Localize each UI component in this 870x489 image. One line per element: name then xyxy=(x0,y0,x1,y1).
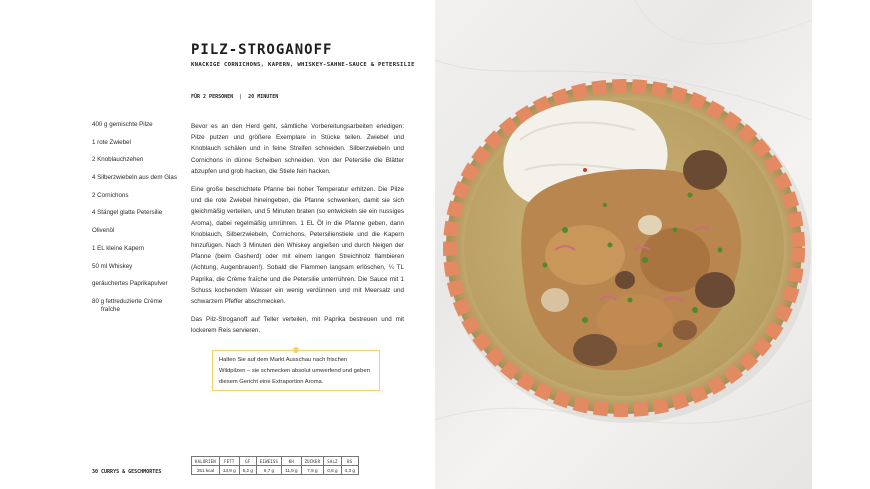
ingredient-item: 4 Stängel glatte Petersilie xyxy=(92,209,163,217)
method-step: Eine große beschichtete Pfanne bei hoher Temperatur erhitzen. Die Pilze und die rote Zwiebel hineingeben, die Pfanne schwenken, damit sie sich gleichmäßig verteilen, und 5 Minuten braten (so entwickeln sie ein nussiges Aroma), dabei regelmäßig umrühren. 1 EL Öl in die Pfanne geben, dann Knoblauch, Silberzwiebeln, Cornichons, Petersilienstiele und die Kapern hinzufügen. Nach 3 Minuten den Whiskey angießen und durch Neigen der Pfanne (beim Gasherd) oder mit einem langen Streichholz flambieren (Achtung, Augenbrauen!). Sobald die Flammen langsam erlöschen, ¼ TL Paprika, die Crème fraîche und die Petersilie unterrühren. Die Sauce mit 1 Schuss kochendem Wasser ein wenig verdünnen und mit Meersalz und schwarzem Pfeffer abschmecken. xyxy=(191,186,404,306)
nutrition-header: GF xyxy=(239,457,256,466)
nutrition-value: 0,8 g xyxy=(324,466,341,475)
method-step: Das Pilz-Stroganoff auf Teller verteilen, mit Paprika bestreuen und mit lockerem Reis servieren. xyxy=(191,316,404,335)
section-name: CURRYS & GESCHMORTES xyxy=(101,469,162,475)
food-photo xyxy=(435,0,812,489)
nutrition-header: KH xyxy=(282,457,301,466)
ingredient-item: 4 Silberzwiebeln aus dem Glas xyxy=(92,174,177,182)
tip-box xyxy=(212,350,380,391)
nutrition-header: EIWEISS xyxy=(256,457,281,466)
page-margin xyxy=(812,0,870,489)
nutrition-header: ZUCKER xyxy=(301,457,324,466)
nutrition-header: KALORIEN xyxy=(192,457,220,466)
nutrition-value: 6,7 g xyxy=(256,466,281,475)
ingredient-item: 400 g gemischte Pilze xyxy=(92,121,153,128)
ingredient-item: 50 ml Whiskey xyxy=(92,262,133,270)
nutrition-header: FETT xyxy=(219,457,239,466)
nutrition-value: 251 kcal xyxy=(192,466,220,475)
ingredient-line: fraîche xyxy=(101,305,120,313)
ingredient-item: 2 Cornichons xyxy=(92,191,129,199)
recipe-subtitle: KNACKIGE CORNICHONS, KAPERN, WHISKEY-SAHNE-SAUCE & PETERSILIE xyxy=(191,62,415,68)
ingredient-list xyxy=(92,121,177,324)
nutrition-header-row xyxy=(192,457,359,466)
nutrition-value: 4,3 g xyxy=(341,466,358,475)
nutrition-value: 11,9 g xyxy=(282,466,301,475)
meta-separator: | xyxy=(239,94,243,100)
ingredient-item: geräuchertes Paprikapulver xyxy=(92,280,168,288)
method-text xyxy=(191,121,404,344)
nutrition-table xyxy=(191,456,359,475)
servings: FÜR 2 PERSONEN xyxy=(191,94,234,100)
recipe-meta xyxy=(191,94,278,100)
recipe-title: PILZ-STROGANOFF xyxy=(191,42,333,58)
nutrition-value: 5,2 g xyxy=(239,466,256,475)
nutrition-header: BS xyxy=(341,457,358,466)
nutrition-value: 13,9 g xyxy=(219,466,239,475)
ingredient-item: 1 rote Zwiebel xyxy=(92,138,131,146)
ingredient-item: 1 EL kleine Kapern xyxy=(92,244,145,252)
ingredient-line: 80 g fettreduzierte Crème xyxy=(92,297,163,305)
food-photo-page xyxy=(435,0,812,489)
ingredient-item xyxy=(92,298,177,314)
nutrition-header: SALZ xyxy=(324,457,341,466)
method-step: Bevor es an den Herd geht, sämtliche Vorbereitungsarbeiten erledigen: Pilze putzen und größere Exemplare in Stücke teilen. Zwiebel und Knoblauch schälen und in feine Streifen schneiden. Silberzwiebeln und Cornichons in dünne Scheiben schneiden. Von der Petersilie die Blätter abzupfen und grob hacken, die Stiele fein hacken. xyxy=(191,123,404,175)
ingredient-item: 2 Knoblauchzehen xyxy=(92,156,144,164)
page-footer xyxy=(92,469,161,475)
tip-text: Halten Sie auf dem Markt Ausschau nach frischen Wildpilzen – sie schmecken absolut umwerfend und geben diesem Gericht eine Extraportion Aroma. xyxy=(219,357,370,385)
ingredient-item: Olivenöl xyxy=(92,227,115,235)
nutrition-value-row xyxy=(192,466,359,475)
nutrition-value: 7,9 g xyxy=(301,466,324,475)
page-number: 30 xyxy=(92,469,99,475)
prep-time: 20 MINUTEN xyxy=(248,94,279,100)
